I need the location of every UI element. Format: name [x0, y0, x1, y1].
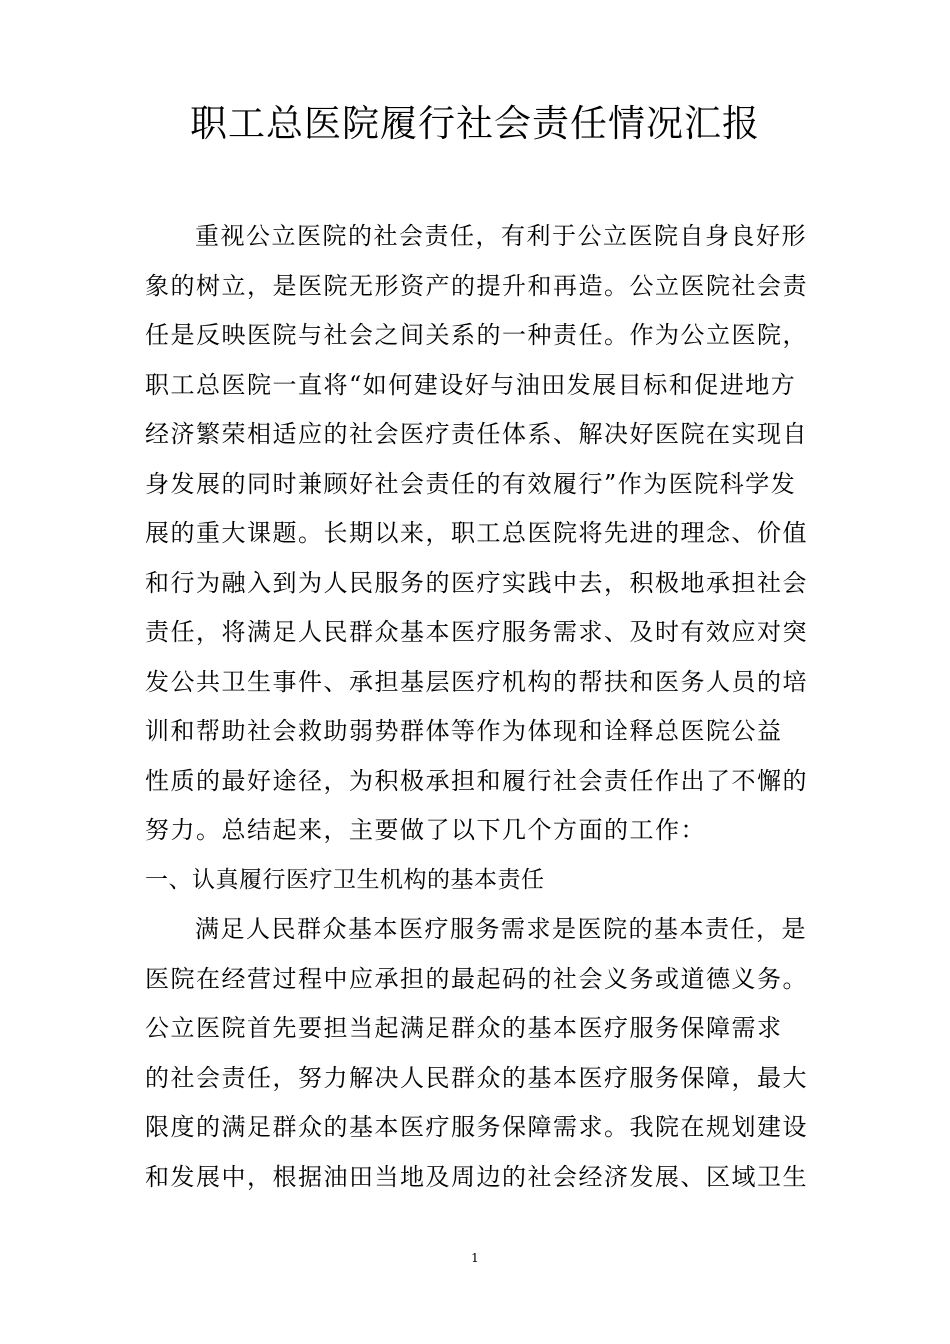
paragraph-line: 和行为融入到为人民服务的医疗实践中去，积极地承担社会 [145, 568, 808, 597]
paragraph-line: 象的树立，是医院无形资产的提升和再造。公立医院社会责 [145, 271, 808, 300]
paragraph-line: 训和帮助社会救助弱势群体等作为体现和诠释总医院公益 [145, 717, 783, 745]
paragraph-line: 任是反映医院与社会之间关系的一种责任。作为公立医院， [145, 321, 808, 349]
paragraph-line: 满足人民群众基本医疗服务需求是医院的基本责任，是 [195, 915, 807, 943]
paragraph-line: 经济繁荣相适应的社会医疗责任体系、解决好医院在实现自 [145, 420, 808, 448]
paragraph-line: 性质的最好途径，为积极承担和履行社会责任作出了不懈的 [145, 766, 808, 795]
paragraph-line: 的社会责任，努力解决人民群众的基本医疗服务保障，最大 [145, 1063, 808, 1092]
paragraph-line: 责任，将满足人民群众基本医疗服务需求、及时有效应对突 [145, 618, 808, 646]
document-body [145, 212, 840, 1202]
section-heading: 一、认真履行医疗卫生机构的基本责任 [145, 866, 545, 893]
paragraph-line: 重视公立医院的社会责任，有利于公立医院自身良好形 [195, 222, 807, 250]
paragraph-line: 身发展的同时兼顾好社会责任的有效履行”作为医院科学发 [145, 469, 797, 498]
paragraph-line: 和发展中，根据油田当地及周边的社会经济发展、区域卫生 [145, 1162, 808, 1191]
document-title: 职工总医院履行社会责任情况汇报 [190, 102, 760, 145]
paragraph-line: 限度的满足群众的基本医疗服务保障需求。我院在规划建设 [145, 1113, 808, 1141]
paragraph-line: 职工总医院一直将“如何建设好与油田发展目标和促进地方 [145, 370, 797, 399]
paragraph-line: 发公共卫生事件、承担基层医疗机构的帮扶和医务人员的培 [145, 667, 808, 696]
paragraph-line: 公立医院首先要担当起满足群众的基本医疗服务保障需求 [145, 1014, 783, 1042]
paragraph-line: 努力。总结起来，主要做了以下几个方面的工作： [145, 816, 706, 844]
paragraph-line: 医院在经营过程中应承担的最起码的社会义务或道德义务。 [145, 964, 808, 993]
page-number: 1 [471, 1251, 479, 1265]
paragraph-line: 展的重大课题。长期以来，职工总医院将先进的理念、价值 [145, 519, 808, 547]
